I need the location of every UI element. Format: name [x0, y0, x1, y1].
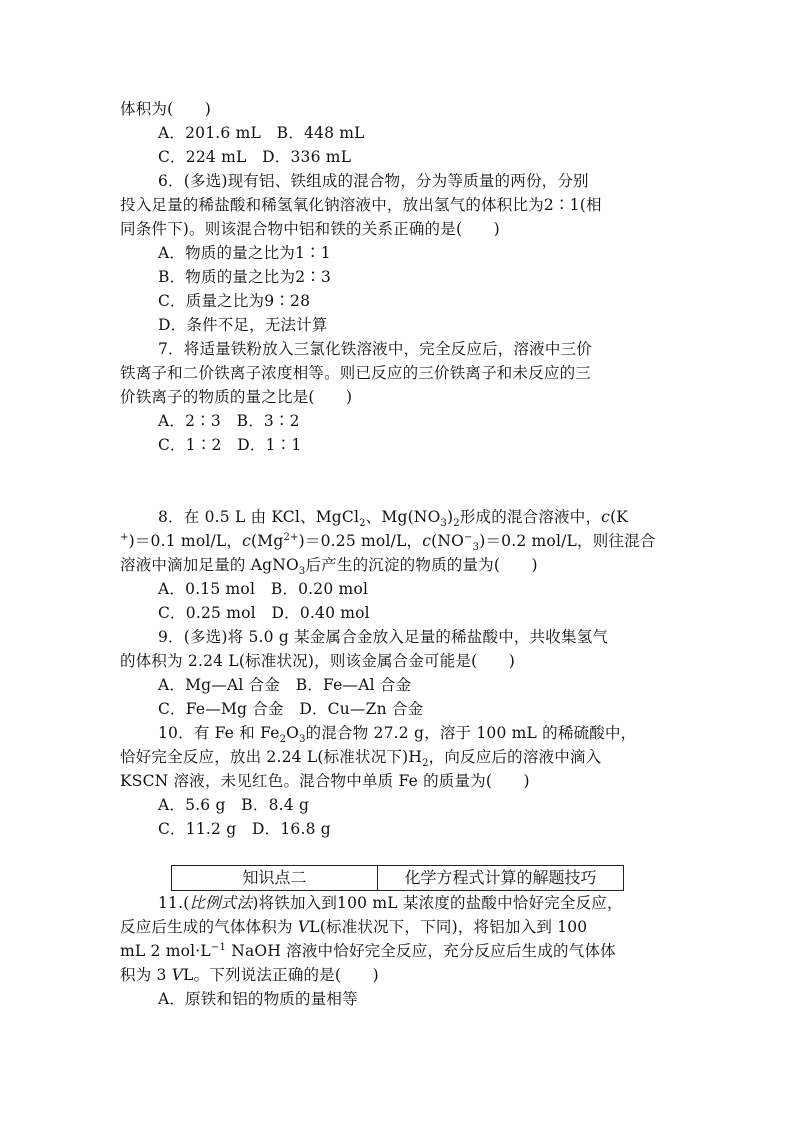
q9-stem-line1: 9．(多选)将 5.0 g 某金属合金放入足量的稀盐酸中，共收集氢气: [158, 628, 609, 646]
q6-stem-line3: 同条件下)。则该混合物中铝和铁的关系正确的是( ): [120, 220, 500, 238]
q6-option-d: D．条件不足，无法计算: [158, 316, 328, 334]
q7-stem-line1: 7．将适量铁粉放入三氯化铁溶液中，完全反应后，溶液中三价: [158, 340, 592, 358]
q10-stem-line3: KSCN 溶液，未见红色。混合物中单质 Fe 的质量为( ): [120, 772, 530, 790]
q7-stem-line2: 铁离子和二价铁离子浓度相等。则已反应的三价铁离子和未反应的三: [120, 364, 592, 382]
q11-option-a: A．原铁和铝的物质的量相等: [158, 990, 358, 1008]
q11-stem-line4: 积为 3 VL。下列说法正确的是( ): [120, 966, 379, 984]
q10-options-cd: C．11.2 g D．16.8 g: [158, 820, 331, 838]
q8-options-ab: A．0.15 mol B．0.20 mol: [158, 580, 369, 598]
q5-options-ab: A．201.6 mL B．448 mL: [158, 124, 365, 142]
q7-options-cd: C．1∶2 D．1∶1: [158, 436, 302, 454]
q11-stem-line1: 11.(比例式法)将铁加入到100 mL 某浓度的盐酸中恰好完全反应，: [158, 894, 623, 912]
q6-stem-line2: 投入足量的稀盐酸和稀氢氧化钠溶液中，放出氢气的体积比为2∶1(相: [120, 196, 602, 214]
q10-stem-line2: 恰好完全反应，放出 2.24 L(标准状况下)$H_2$，向反应后的溶液中滴入: [120, 748, 602, 770]
q8-stem-line2: +)＝0.1 mol/L，$c(Mg^{2+})=0.25$ mol/L，$c(NO^-_3)=0.2$ mol/L，则往混合: [120, 531, 656, 554]
q7-stem-line3: 价铁离子的物质的量之比是( ): [120, 388, 353, 406]
q6-stem-line1: 6．(多选)现有铝、铁组成的混合物，分为等质量的两份，分别: [158, 172, 589, 190]
q8-options-cd: C．0.25 mol D．0.40 mol: [158, 604, 370, 622]
q11-stem-line3: mL 2 $mol\cdot L^{-1}$ NaOH 溶液中恰好完全反应，充分反应后生成的气体体: [120, 941, 616, 960]
q7-options-ab: A．2∶3 B．3∶2: [158, 412, 300, 430]
knowledge-point-title: 化学方程式计算的解题技巧: [404, 868, 597, 887]
q11-stem-line2: 反应后生成的气体体积为 VL(标准状况下，下同)，将铝加入到 100: [120, 918, 588, 936]
q6-option-b: B．物质的量之比为2∶3: [158, 268, 332, 286]
q9-stem-line2: 的体积为 2.24 L(标准状况)，则该金属合金可能是( ): [120, 652, 516, 670]
q10-stem-line1: 10．有 Fe 和 $Fe_2O_3$的混合物 27.2 g，溶于 100 mL 的稀硫酸中，: [158, 724, 637, 746]
q10-options-ab: A．5.6 g B．8.4 g: [158, 796, 310, 814]
q6-option-a: A．物质的量之比为1∶1: [158, 244, 331, 262]
q5-options-cd: C．224 mL D．336 mL: [158, 148, 352, 166]
q6-option-c: C．质量之比为9∶28: [158, 292, 311, 310]
q8-stem-line3: 溶液中滴加足量的 AgNO$_3$后产生的沉淀的物质的量为( ): [120, 556, 538, 578]
q9-options-ab: A．Mg—Al 合金 B．Fe—Al 合金: [158, 676, 412, 694]
q8-stem-line1: 8．在 0.5 L 由 KCl、MgCl$_2$、$Mg(NO_3)_2$形成的混合溶液中，c(K: [158, 508, 629, 530]
knowledge-point-label: 知识点二: [172, 866, 378, 890]
q9-options-cd: C．Fe—Mg 合金 D．Cu—Zn 合金: [158, 700, 424, 718]
knowledge-point-table: [171, 865, 624, 891]
q5-tail: 体积为( ): [120, 100, 211, 118]
